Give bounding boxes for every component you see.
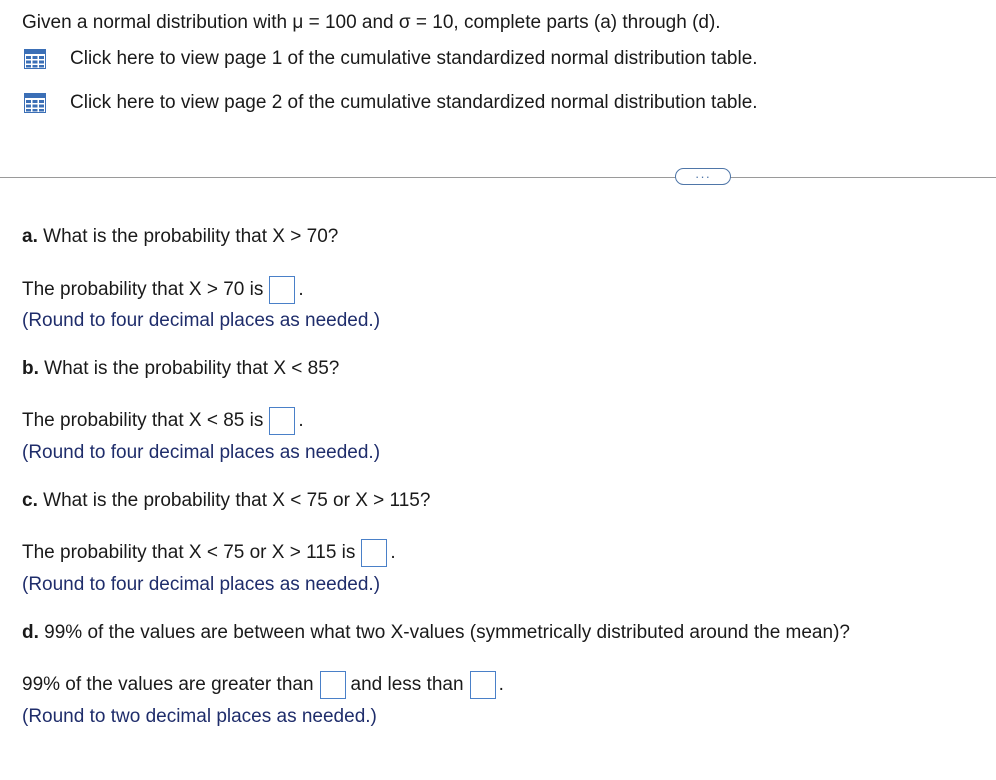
table-icon: [24, 49, 46, 69]
answer-row-a: [22, 276, 304, 304]
question-text: What is the probability that X > 70?: [37, 226, 339, 247]
table-icon: [24, 93, 46, 113]
rounding-note-d: (Round to two decimal places as needed.): [22, 706, 377, 727]
table-link-page-1[interactable]: [24, 48, 758, 70]
question-b: [22, 358, 339, 380]
question-text: 99% of the values are between what two X-values (symmetrically distributed around the mean)?: [38, 622, 850, 643]
answer-middle: and less than: [350, 674, 464, 695]
answer-row-c: [22, 539, 396, 567]
part-letter: c.: [22, 490, 38, 511]
table-link-label[interactable]: Click here to view page 2 of the cumulative standardized normal distribution table.: [70, 92, 758, 113]
answer-prefix: The probability that X > 70 is: [22, 279, 264, 300]
part-letter: b.: [22, 358, 39, 379]
answer-prefix: 99% of the values are greater than: [22, 674, 314, 695]
answer-suffix: .: [298, 279, 304, 300]
answer-row-b: [22, 407, 304, 435]
expand-more-button[interactable]: ···: [675, 168, 731, 185]
answer-row-d: [22, 671, 504, 699]
question-text: What is the probability that X < 85?: [38, 358, 340, 379]
question-text: What is the probability that X < 75 or X > 115?: [37, 490, 431, 511]
question-c: [22, 490, 430, 512]
answer-input-a[interactable]: [269, 276, 295, 304]
question-d: [22, 622, 850, 644]
table-link-label[interactable]: Click here to view page 1 of the cumulative standardized normal distribution table.: [70, 48, 758, 69]
rounding-note-b: (Round to four decimal places as needed.): [22, 442, 381, 463]
rounding-note-a: (Round to four decimal places as needed.): [22, 310, 381, 331]
part-letter: d.: [22, 622, 39, 643]
answer-suffix: .: [498, 674, 504, 695]
question-a: [22, 226, 338, 248]
answer-input-d-lower[interactable]: [320, 671, 346, 699]
problem-intro: Given a normal distribution with μ = 100 and σ = 10, complete parts (a) through (d).: [22, 12, 721, 33]
answer-suffix: .: [298, 410, 304, 431]
answer-input-c[interactable]: [361, 539, 387, 567]
table-link-page-2[interactable]: [24, 92, 758, 114]
answer-suffix: .: [390, 542, 396, 563]
answer-input-d-upper[interactable]: [470, 671, 496, 699]
rounding-note-c: (Round to four decimal places as needed.): [22, 574, 381, 595]
answer-prefix: The probability that X < 85 is: [22, 410, 264, 431]
part-letter: a.: [22, 226, 38, 247]
section-divider: [0, 177, 996, 178]
answer-prefix: The probability that X < 75 or X > 115 is: [22, 542, 356, 563]
answer-input-b[interactable]: [269, 407, 295, 435]
